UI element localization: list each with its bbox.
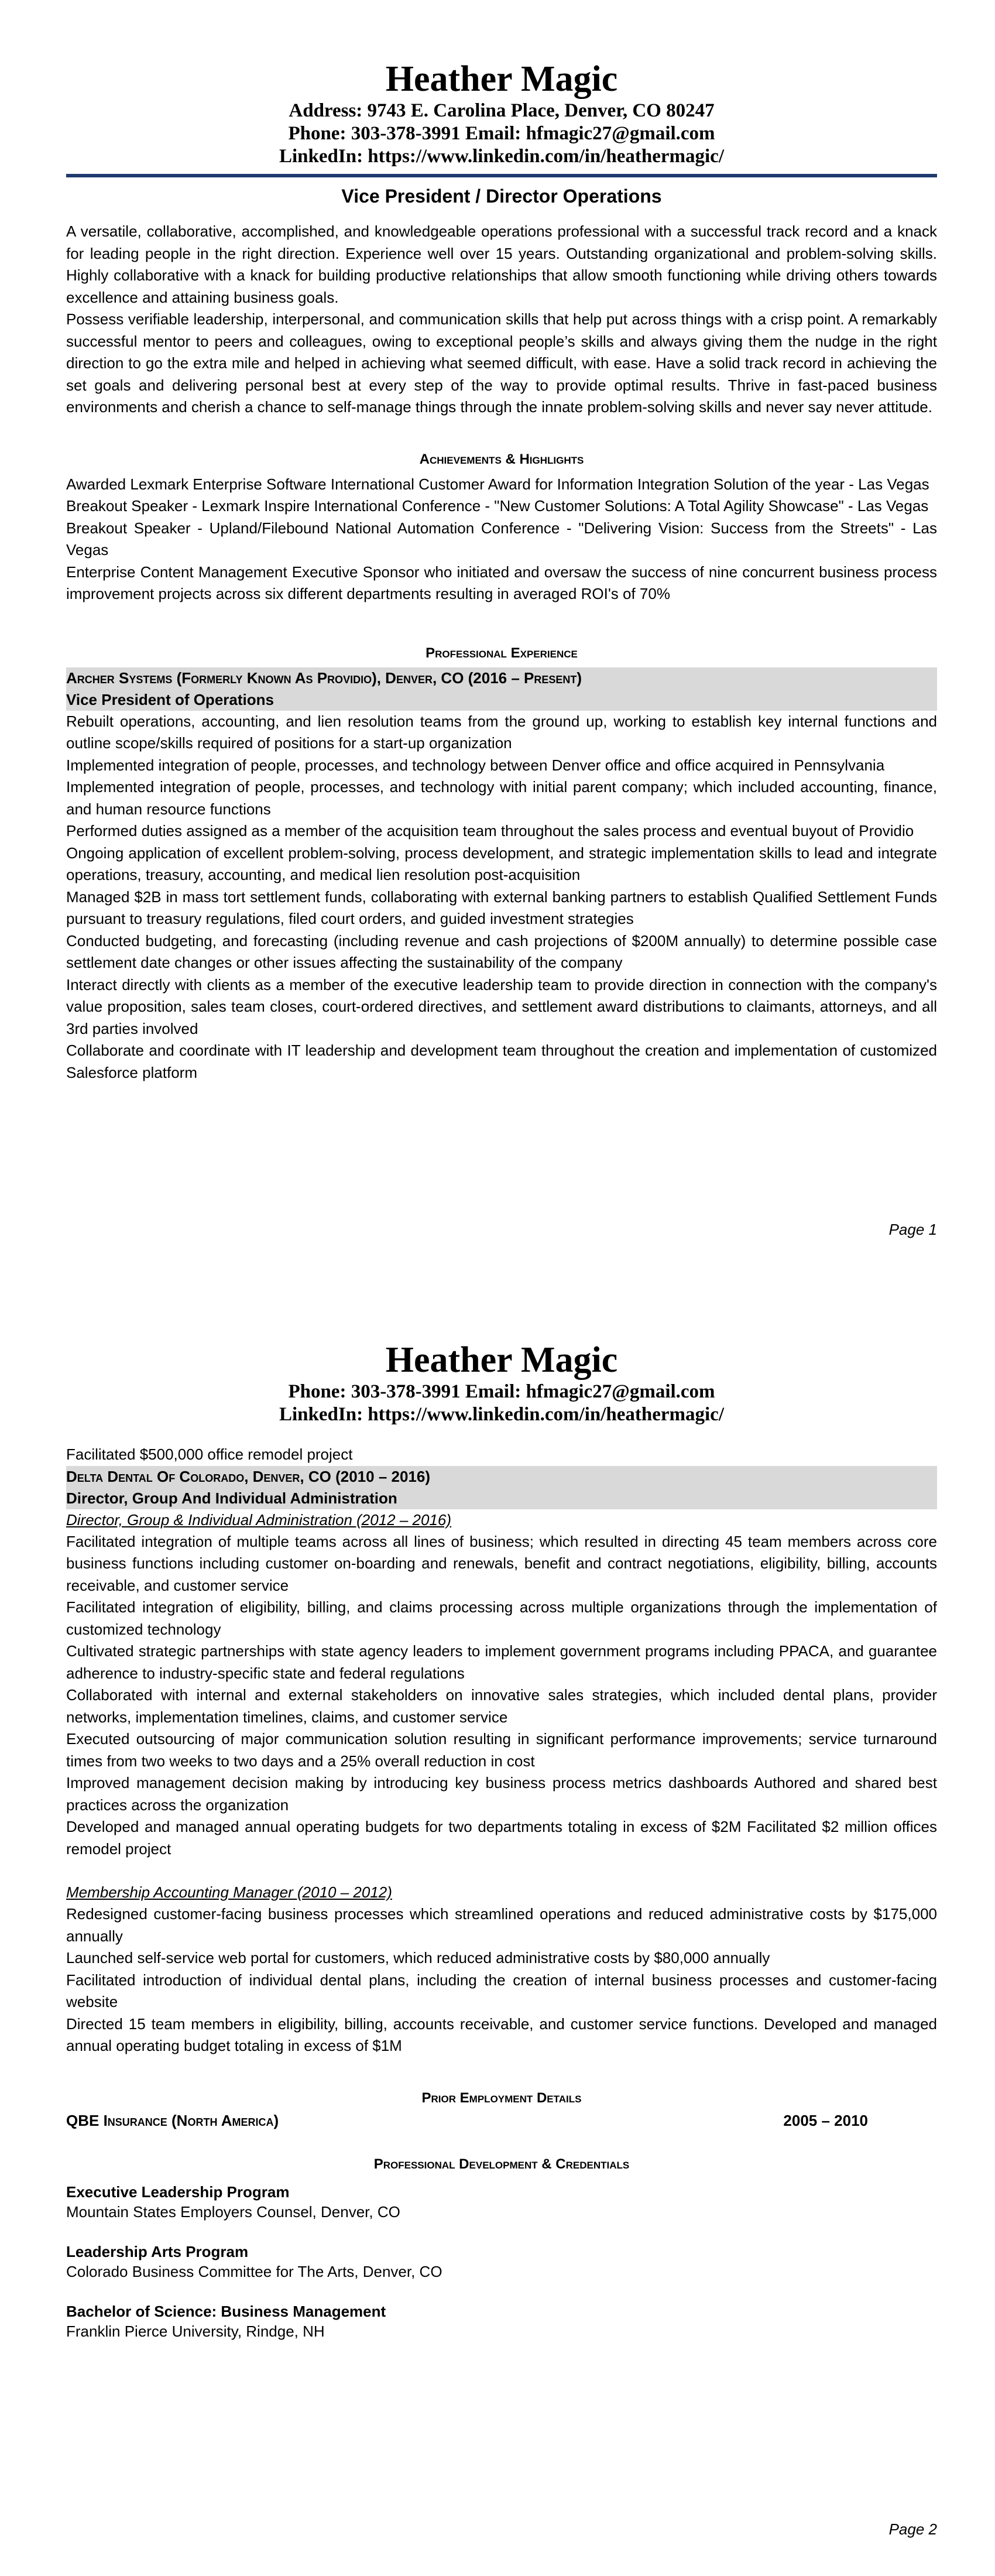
job-bullet: Rebuilt operations, accounting, and lien resolution teams from the ground up, working to establish key internal functions and outline scope/skills required of positions for a start-up organization bbox=[66, 712, 937, 752]
achievement-item: Enterprise Content Management Executive Sponsor who initiated and oversaw the success of nine concurrent business process improvement projects across six different departments resulting in averaged ROI's of 70% bbox=[66, 563, 937, 602]
credential-title: Bachelor of Science: Business Management bbox=[66, 2302, 386, 2320]
job-bullet: Facilitated integration of multiple teams across all lines of business; which resulted in directing 45 team members across core business functions including customer on-boarding and renewals, benefit and contract negotiations, eligibility, billing, accounts receivable, and customer service bbox=[66, 1532, 937, 1594]
summary-paragraph: A versatile, collaborative, accomplished, and knowledgeable operations professional with a successful track record and a knack for leading people in the right direction. Experience well over 15 years. Outstanding organizational and problem-solving skills. Highly collaborative with a knack for building productive relationships that allow smooth functioning while driving others towards excellence and attaining business goals. bbox=[66, 222, 937, 306]
job-bullet: Cultivated strategic partnerships with state agency leaders to implement government programs including PPACA, and guarantee adherence to industry-specific state and federal regulations bbox=[66, 1642, 937, 1682]
credential-title: Leadership Arts Program bbox=[66, 2242, 249, 2260]
credential-source: Franklin Pierce University, Rindge, NH bbox=[66, 2322, 325, 2340]
job-bullet: Ongoing application of excellent problem-solving, process development, and strategic implementation skills to lead and integrate operations, treasury, accounting, and medical lien resolution post-acquisition bbox=[66, 844, 937, 883]
achievements-heading: Achievements & Highlights bbox=[419, 451, 584, 467]
credentials-heading: Professional Development & Credentials bbox=[373, 2156, 630, 2172]
job-bullet: Facilitated $500,000 office remodel project bbox=[66, 1445, 353, 1463]
achievement-item: Breakout Speaker - Lexmark Inspire International Conference - "New Customer Solutions: A Total Agility Showcase" - Las Vegas bbox=[66, 497, 929, 515]
company-name: Delta Dental Of Colorado, Denver, CO (2010 – 2016) bbox=[66, 1467, 431, 1485]
job-header bbox=[66, 667, 937, 711]
job-bullet: Executed outsourcing of major communication solution resulting in significant performance improvements; service turnaround times from two weeks to two days and a 25% overall reduction in cost bbox=[66, 1730, 937, 1770]
page-number: Page 1 bbox=[888, 1221, 937, 1238]
address: Address: 9743 E. Carolina Place, Denver, CO 80247 bbox=[289, 100, 715, 121]
experience-heading: Professional Experience bbox=[426, 645, 578, 661]
resume-page-1 bbox=[66, 0, 937, 1288]
achievement-item: Awarded Lexmark Enterprise Software International Customer Award for Information Integration Solution of the year - Las Vegas bbox=[66, 475, 929, 493]
role-title: Director, Group And Individual Administration bbox=[66, 1489, 397, 1507]
role-title: Vice President of Operations bbox=[66, 690, 274, 708]
job-bullet: Facilitated introduction of individual dental plans, including the creation of internal business processes and customer-facing website bbox=[66, 1971, 937, 2010]
resume-page-2 bbox=[66, 1288, 937, 2576]
linkedin[interactable]: LinkedIn: https://www.linkedin.com/in/heathermagic/ bbox=[279, 1404, 724, 1425]
job-bullet: Collaborate and coordinate with IT leadership and development team throughout the creation and implementation of customized Salesforce platform bbox=[66, 1042, 937, 1081]
job-bullet: Collaborated with internal and external stakeholders on innovative sales strategies, which included dental plans, provider networks, implementation timelines, claims, and customer service bbox=[66, 1686, 937, 1726]
job-bullet: Performed duties assigned as a member of the acquisition team throughout the sales process and eventual buyout of Providio bbox=[66, 822, 914, 840]
job-header bbox=[66, 1466, 937, 1509]
achievement-item: Breakout Speaker - Upland/Filebound National Automation Conference - "Delivering Vision: Success from the Streets" - Las Vegas bbox=[66, 519, 937, 559]
job-bullet: Launched self-service web portal for customers, which reduced administrative costs by $80,000 annually bbox=[66, 1949, 770, 1967]
company-name: Archer Systems (Formerly Known As Providio), Denver, CO (2016 – Present) bbox=[66, 669, 582, 687]
prior-employment-heading: Prior Employment Details bbox=[421, 2089, 582, 2106]
linkedin[interactable]: LinkedIn: https://www.linkedin.com/in/heathermagic/ bbox=[279, 146, 724, 167]
job-bullet: Improved management decision making by introducing key business process metrics dashboards Authored and shared best practices across the organization bbox=[66, 1774, 937, 1814]
phone-email: Phone: 303-378-3991 Email: hfmagic27@gmail.com bbox=[288, 1381, 715, 1402]
job-bullet: Conducted budgeting, and forecasting (including revenue and cash projections of $200M annually) to determine possible case settlement date changes or other issues affecting the sustainability of the company bbox=[66, 931, 937, 971]
job-bullet: Developed and managed annual operating budgets for two departments totaling in excess of $2M Facilitated $2 million offices remodel project bbox=[66, 1818, 937, 1858]
job-bullet: Directed 15 team members in eligibility, billing, accounts receivable, and customer service functions. Developed and managed annual operating budget totaling in excess of $1M bbox=[66, 2015, 937, 2054]
credential-source: Mountain States Employers Counsel, Denver, CO bbox=[66, 2202, 400, 2221]
page-number: Page 2 bbox=[888, 2520, 937, 2538]
candidate-name: Heather Magic bbox=[385, 59, 618, 99]
sub-role: Membership Accounting Manager (2010 – 2012) bbox=[66, 1883, 392, 1901]
sub-role: Director, Group & Individual Administration (2012 – 2016) bbox=[66, 1510, 452, 1529]
job-title: Vice President / Director Operations bbox=[341, 186, 662, 207]
job-bullet: Redesigned customer-facing business processes which streamlined operations and reduced administrative costs by $175,000 annually bbox=[66, 1905, 937, 1945]
prior-company: QBE Insurance (North America) bbox=[66, 2111, 279, 2129]
candidate-name: Heather Magic bbox=[385, 1340, 618, 1380]
job-bullet: Implemented integration of people, processes, and technology with initial parent company; which included accounting, finance, and human resource functions bbox=[66, 778, 937, 818]
credential-source: Colorado Business Committee for The Arts, Denver, CO bbox=[66, 2262, 442, 2280]
prior-employment-row bbox=[66, 2110, 937, 2132]
job-bullet: Interact directly with clients as a member of the executive leadership team to provide direction in connection with the company's value proposition, sales team closes, court-ordered directives, and settlement award distributions to claimants, attorneys, and all 3rd parties involved bbox=[66, 975, 937, 1037]
header-divider bbox=[66, 174, 937, 177]
phone-email: Phone: 303-378-3991 Email: hfmagic27@gmail.com bbox=[288, 123, 715, 144]
summary-paragraph: Possess verifiable leadership, interpersonal, and communication skills that help put across things with a crisp point. A remarkably successful mentor to peers and colleagues, owing to exceptional people’s skills and always giving them the nudge in the right direction to go the extra mile and helped in achieving what seemed difficult, with ease. Have a solid track record in achieving the set goals and delivering personal best at every step of the way to provide optimal results. Thrive in fast-paced business environments and cherish a chance to self-manage things through the innate problem-solving skills and never say never attitude. bbox=[66, 310, 937, 416]
job-bullet: Managed $2B in mass tort settlement funds, collaborating with external banking partners to establish Qualified Settlement Funds pursuant to treasury regulations, filed court orders, and guided investment strategies bbox=[66, 888, 937, 927]
job-bullet: Implemented integration of people, processes, and technology between Denver office and office acquired in Pennsylvania bbox=[66, 756, 885, 774]
job-bullet: Facilitated integration of eligibility, billing, and claims processing across multiple organizations through the implementation of customized technology bbox=[66, 1598, 937, 1638]
credential-title: Executive Leadership Program bbox=[66, 2183, 290, 2201]
prior-years: 2005 – 2010 bbox=[783, 2111, 868, 2129]
